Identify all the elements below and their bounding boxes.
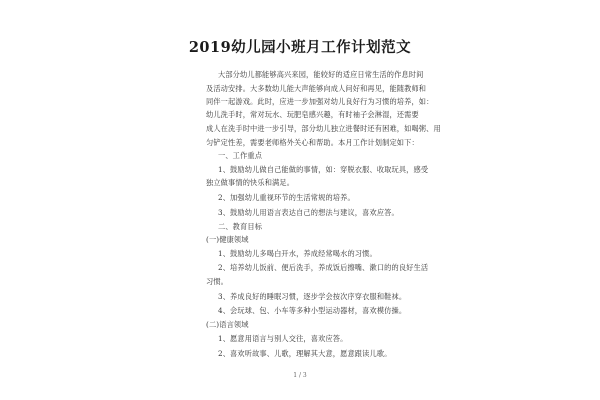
list-item: 2、培养幼儿饭前、便后洗手，养成饭后擦嘴、漱口的的良好生活 — [218, 263, 429, 272]
list-item: 3、鼓励幼儿用语言表达自己的想法与建议，喜欢应答。 — [218, 208, 399, 217]
page-number: 1 / 3 — [293, 372, 307, 379]
subsection-heading: (一)健康领域 — [206, 235, 249, 244]
paragraph-line: 大部分幼儿都能够高兴来园，能较好的适应日常生活的作息时间 — [218, 70, 424, 79]
list-item: 1、鼓励幼儿做自己能做的事情，如：穿脱衣服、收取玩具，感受 — [218, 165, 429, 174]
list-item: 1、愿意用语言与别人交往，喜欢应答。 — [218, 334, 348, 343]
list-item: 2、喜欢听故事、儿歌，理解其大意，愿意跟读儿歌。 — [218, 349, 392, 358]
list-item: 1、鼓励幼儿多喝白开水，养成经常喝水的习惯。 — [218, 249, 377, 258]
list-item: 4、会玩球、包、小车等多种小型运动器材，喜欢模仿操。 — [218, 306, 407, 315]
paragraph-line: 成人在洗手时中进一步引导，部分幼儿独立进餐时还有困难，如喝粥、用 — [206, 124, 441, 133]
section-heading: 二、教育目标 — [218, 222, 263, 231]
list-item-continuation: 独立做事情的快乐和满足。 — [206, 178, 295, 187]
paragraph-line: 匀铲定性差，需要老师格外关心和帮助。本月工作计划制定如下： — [206, 138, 419, 147]
list-item: 3、养成良好的睡眠习惯，逐步学会按次序穿衣服和鞋袜。 — [218, 292, 407, 301]
list-item: 2、加强幼儿重视环节的生活常规的培养。 — [218, 193, 355, 202]
subsection-heading: (二)语言领域 — [206, 320, 249, 329]
list-item-continuation: 习惯。 — [206, 277, 229, 286]
paragraph-line: 同伴一起游戏。此时，应进一步加强对幼儿良好行为习惯的培养，如： — [206, 97, 434, 106]
paragraph-line: 幼儿洗手时，常对玩水、玩肥皂感兴趣，有时袖子会淋湿，还需要 — [206, 110, 419, 119]
section-heading: 一、工作重点 — [218, 151, 263, 160]
page-title: 2019幼儿园小班月工作计划范文 — [188, 39, 412, 56]
paragraph-line: 及活动安排。大多数幼儿能大声能够向成人问好和再见，能随教师和 — [206, 84, 427, 93]
